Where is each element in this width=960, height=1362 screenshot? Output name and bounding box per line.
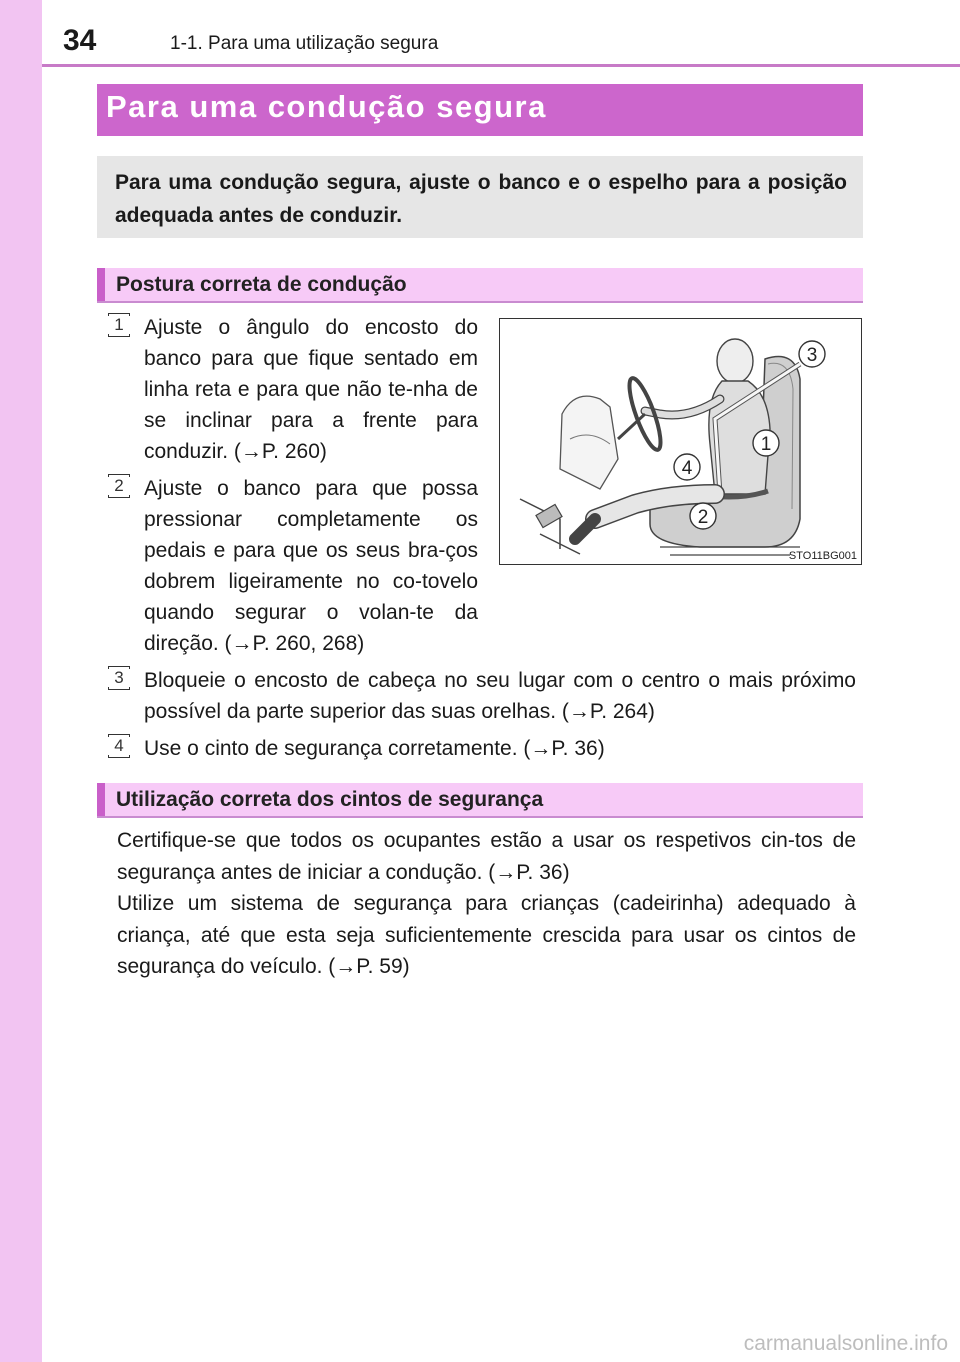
callout-label: 4: [681, 458, 693, 479]
callout-label: 2: [697, 507, 709, 528]
watermark: carmanualsonline.info: [743, 1332, 948, 1355]
sidebar-tab: [0, 0, 42, 1362]
intro-text: Para uma condução segura, ajuste o banco e o espelho para a posição adequada antes de conduzir.: [115, 171, 847, 227]
section-heading-posture: [97, 268, 863, 303]
page-number: 34: [63, 24, 97, 57]
item-number-icon: 3: [108, 666, 130, 690]
section-accent: [97, 783, 105, 816]
list-item: Use o cinto de segurança corretamente. (→P. 36): [144, 737, 605, 760]
section-heading-label: Postura correta de condução: [116, 273, 407, 296]
driving-posture-figure: [499, 318, 862, 565]
running-head: 1-1. Para uma utilização segura: [170, 33, 439, 54]
header-divider: [42, 64, 960, 67]
callout-1: [753, 430, 779, 456]
list-item: Ajuste o banco para que possa pressionar completamente os pedais e para que os seus bra-ços dobrem ligeiramente no co-tovelo quando segurar o volan-te da direção. (→P. 260, 268): [144, 477, 478, 655]
section-accent: [97, 268, 105, 301]
callout-2: [690, 503, 716, 529]
list-item: Bloqueie o encosto de cabeça no seu lugar com o centro o mais próximo possível da parte superior das suas orelhas. (→P. 264): [144, 669, 856, 723]
callout-4: [674, 454, 700, 480]
paragraph: Certifique-se que todos os ocupantes estão a usar os respetivos cin-tos de segurança antes de iniciar a condução. (→P. 36): [117, 829, 856, 884]
page-title: Para uma condução segura: [106, 89, 547, 124]
item-number-icon: 4: [108, 734, 130, 758]
callout-label: 1: [760, 434, 772, 455]
figure-code: STO11BG001: [788, 550, 857, 562]
callout-label: 3: [806, 345, 818, 366]
paragraph: Utilize um sistema de segurança para crianças (cadeirinha) adequado à criança, até que esta seja suficientemente crescida para usar os cintos de segurança do veículo. (→P. 59): [117, 892, 856, 978]
item-number-icon: 1: [108, 313, 130, 337]
section-heading-label: Utilização correta dos cintos de segurança: [116, 788, 544, 811]
list-item: Ajuste o ângulo do encosto do banco para que fique sentado em linha reta e para que não te-nha de se inclinar para a frente para conduzir. (→P. 260): [144, 316, 478, 463]
section-heading-seatbelts: [97, 783, 863, 818]
driver-seat-illustration: [500, 319, 861, 564]
item-number-icon: 2: [108, 474, 130, 498]
callout-3: [799, 341, 825, 367]
